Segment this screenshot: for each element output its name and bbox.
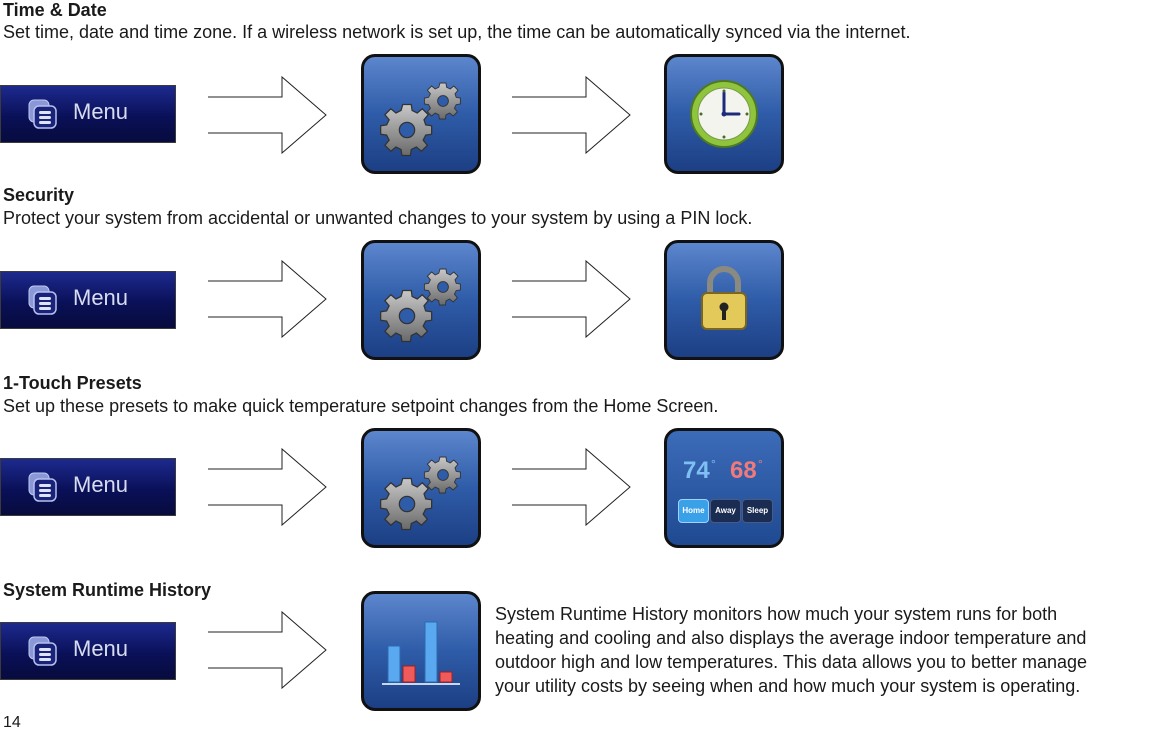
runtime-description-line: heating and cooling and also displays the average indoor temperature and (495, 628, 1087, 648)
section-title-presets: 1-Touch Presets (3, 373, 142, 393)
menu-label: Menu (73, 285, 129, 310)
runtime-description-line: System Runtime History monitors how much your system runs for both (495, 604, 1058, 624)
padlock-icon (667, 243, 781, 357)
right-arrow-icon (208, 610, 330, 690)
gears-icon (364, 431, 478, 545)
runtime-chart-icon (364, 594, 478, 708)
settings-tile[interactable] (361, 54, 481, 174)
time-date-tile[interactable] (664, 54, 784, 174)
menu-icon (25, 471, 57, 503)
runtime-description-line: outdoor high and low temperatures. This data allows you to better manage (495, 652, 1088, 672)
section-title-time-date: Time & Date (3, 0, 107, 20)
page-number: 14 (3, 714, 21, 731)
section-description-presets: Set up these presets to make quick temperature setpoint changes from the Home Screen. (3, 396, 719, 416)
menu-button[interactable] (0, 458, 176, 516)
right-arrow-icon (512, 447, 634, 527)
settings-tile[interactable] (361, 428, 481, 548)
presets-tile[interactable] (664, 428, 784, 548)
runtime-history-tile[interactable] (361, 591, 481, 711)
settings-tile[interactable] (361, 240, 481, 360)
menu-icon (25, 98, 57, 130)
menu-label: Menu (73, 636, 129, 661)
gears-icon (364, 57, 478, 171)
menu-button[interactable] (0, 622, 176, 680)
section-title-security: Security (3, 185, 75, 205)
menu-icon (25, 635, 57, 667)
degree-symbol: ° (758, 457, 763, 471)
section-description-time-date: Set time, date and time zone. If a wireless network is set up, the time can be automatically synced via the internet. (3, 22, 911, 42)
preset-away-button: Away (710, 499, 741, 523)
right-arrow-icon (208, 75, 330, 155)
menu-button[interactable] (0, 271, 176, 329)
clock-icon (667, 57, 781, 171)
preset-home-button: Home (678, 499, 709, 523)
preset-temp-cool: 74 (683, 457, 710, 484)
right-arrow-icon (208, 447, 330, 527)
preset-sleep-button: Sleep (742, 499, 773, 523)
section-description-security: Protect your system from accidental or unwanted changes to your system by using a PIN lock. (3, 208, 753, 228)
degree-symbol: ° (711, 457, 716, 471)
runtime-description (495, 602, 1161, 698)
right-arrow-icon (512, 75, 634, 155)
security-tile[interactable] (664, 240, 784, 360)
menu-icon (25, 284, 57, 316)
presets-icon (675, 443, 775, 533)
right-arrow-icon (512, 259, 634, 339)
menu-label: Menu (73, 99, 129, 124)
gears-icon (364, 243, 478, 357)
menu-button[interactable] (0, 85, 176, 143)
menu-label: Menu (73, 472, 129, 497)
section-title-runtime: System Runtime History (3, 580, 212, 600)
runtime-description-line: your utility costs by seeing when and how much your system is operating. (495, 676, 1081, 696)
right-arrow-icon (208, 259, 330, 339)
preset-temp-heat: 68 (730, 457, 757, 484)
